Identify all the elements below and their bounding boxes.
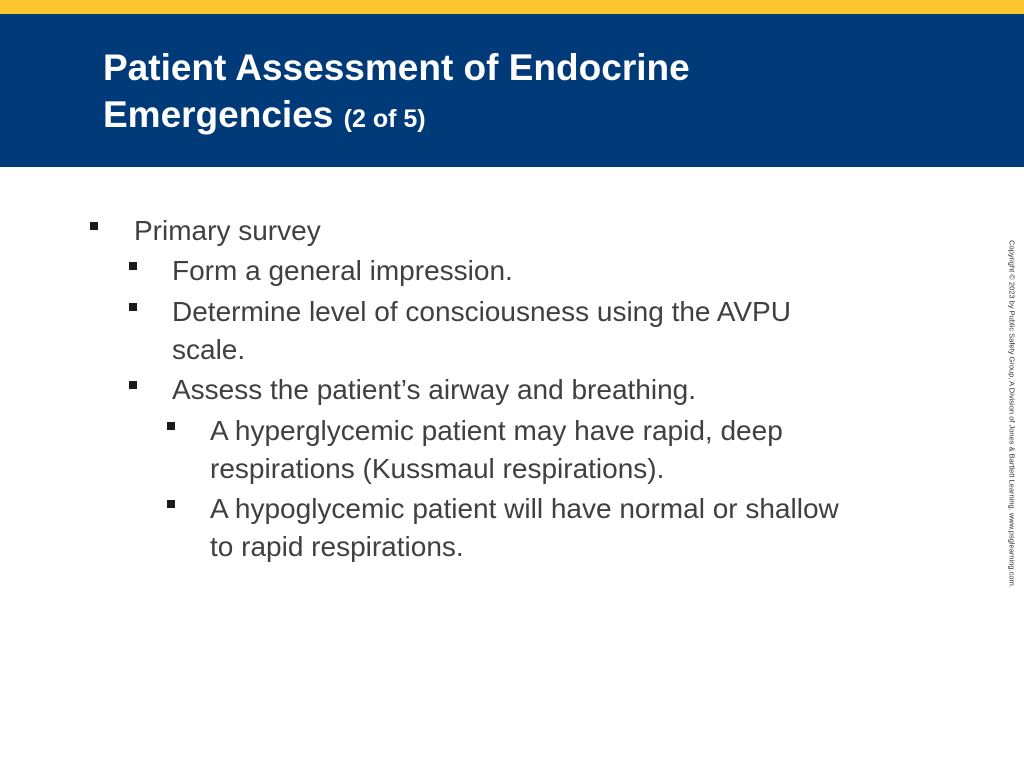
bullet-primary-survey: Primary survey xyxy=(134,215,321,246)
copyright-notice: Copyright © 2023 by Public Safety Group, A Division of Jones & Bartlett Learning. www.psglearning.com. xyxy=(1007,240,1017,588)
bullet-avpu-line-1: Determine level of consciousness using the AVPU xyxy=(172,296,791,327)
bullet-marker xyxy=(129,262,137,270)
title-main-word: Emergencies xyxy=(103,94,334,135)
bullet-hyperglycemic-line-2: respirations (Kussmaul respirations). xyxy=(210,453,665,484)
bullet-airway-breathing: Assess the patient’s airway and breathing. xyxy=(172,374,697,405)
bullet-hypoglycemic-line-1: A hypoglycemic patient will have normal or shallow xyxy=(210,493,839,524)
bullet-avpu-line-2: scale. xyxy=(172,334,246,365)
bullet-general-impression: Form a general impression. xyxy=(172,255,513,286)
title-part-indicator: (2 of 5) xyxy=(343,105,426,133)
bullet-marker xyxy=(167,422,175,430)
bullet-hypoglycemic-line-2: to rapid respirations. xyxy=(210,531,464,562)
bullet-hyperglycemic-line-1: A hyperglycemic patient may have rapid, deep xyxy=(210,415,783,446)
bullet-marker xyxy=(129,303,137,311)
bullet-marker xyxy=(167,500,175,508)
bullet-marker xyxy=(129,381,137,389)
bullet-marker xyxy=(90,222,98,230)
title-line-1: Patient Assessment of Endocrine xyxy=(103,47,690,88)
